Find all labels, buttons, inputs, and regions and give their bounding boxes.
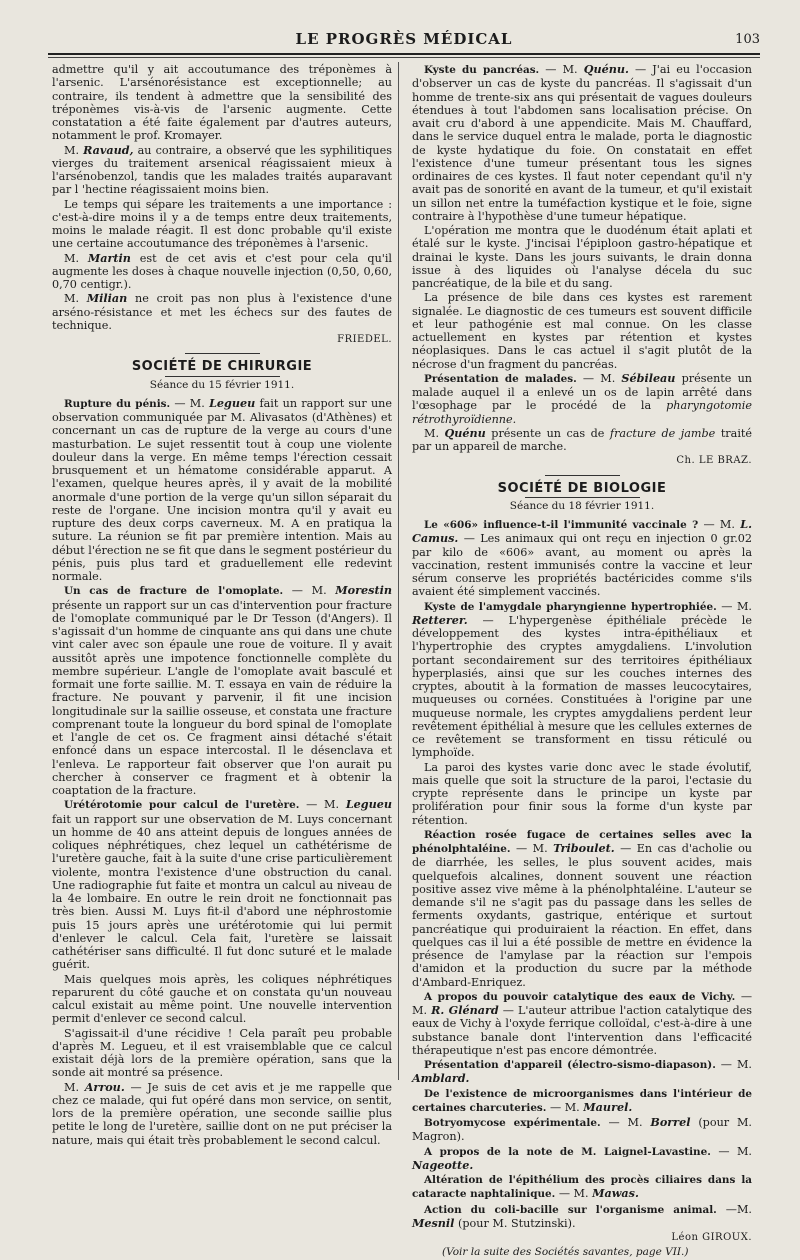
report-title: Urétérotomie pour calcul de l'uretère. — [64, 799, 300, 812]
author-name: Mawas. — [592, 1186, 639, 1201]
report-title: A propos du pouvoir catalytique des eaux de Vichy. — [424, 990, 736, 1003]
report-title: Kyste du pancréas. — [424, 64, 540, 76]
report-item: Présentation d'appareil (électro-sismo-diapason). — M. Amblard. — [412, 1058, 752, 1086]
paragraph: M. Ravaud, au contraire, a observé que les syphilitiques vierges du traitement arsenical réagissaient mieux à l'arsénobenzol, tandis que les malades traités auparavant par l 'hectine réagissaient moins bien. — [52, 142, 392, 197]
report-item: Rupture du pénis. — M. Legueu fait un rapport sur une observation communiquée par M. Alivasatos (d'Athènes) et concernant un cas de rupture de la verge au cours d'une masturbation. Le sujet ressentit tout à coup une violente douleur dans la verge. En même temps l'érection cessait brusquement et un hématome considérable apparut. A l'examen, quelque heures après, il y avait de la mobilité anormale d'une portion de la verge qu'un sillon séparait du reste de l'organe. Une incision montra qu'il y avait eu rupture des deux corps caverneux. M. A en pratiqua la suture. La réunion se fit par première intention. Mais au début l'érection ne se fit que dans le segment postérieur du pénis, puis plus tard et graduellement elle redevint normale. — [52, 395, 392, 583]
heading-underline — [525, 497, 640, 498]
author-name: Mesnil — [412, 1215, 455, 1230]
author-name: L. Camus. — [412, 517, 752, 546]
report-item: De l'existence de microorganismes dans l'intérieur de certaines charcuteries. — M. Maurel. — [412, 1087, 752, 1114]
author-name: Arrou. — [84, 1079, 125, 1094]
heading-underline — [165, 376, 280, 377]
report-item: Botryomycose expérimentale. — M. Borrel (pour M. Magron). — [412, 1115, 752, 1144]
header-rule-thin — [48, 57, 760, 58]
author-name: Retterer. — [412, 612, 468, 627]
author-name: R. Glénard — [431, 1003, 499, 1017]
report-title: De l'existence de microorganismes dans l'intérieur de certaines charcuteries. — [412, 1087, 752, 1114]
author-name: Amblard. — [412, 1071, 470, 1086]
paragraph: Mais quelques mois après, les coliques néphrétiques reparurent du côté gauche et on constata qu'un nouveau calcul existait au même point. Une nouvelle intervention permit d'enlever ce second calcul. — [52, 972, 392, 1026]
continuation-reference: (Voir la suite des Sociétés savantes, page VII.) — [442, 1246, 689, 1259]
author-name: Morestin — [335, 583, 392, 598]
paragraph: admettre qu'il y ait accoutumance des tréponèmes à l'arsenic. L'arsénorésistance est exceptionnelle; au contraire, ils tendent à admettre que la sensibilité des tréponèmes vis-à-vis de l'arsenic augmente. Cette constatation a été faite également par d'autres auteurs, notamment le prof. Kromayer. — [52, 63, 392, 143]
page-header — [48, 30, 760, 52]
paragraph: La paroi des kystes varie donc avec le stade évolutif, mais quelle que soit la structure de la paroi, l'ectasie du crypte représente dans le principe un kyste par prolifération pour finir sous la forme d'un kyste par rétention. — [412, 760, 752, 827]
report-item: Altération de l'épithélium des procès ciliaires dans la cataracte naphtalinique. — M. Mawas. — [412, 1174, 752, 1201]
author-name: Milian — [86, 291, 128, 306]
section-heading: SOCIÉTÉ DE CHIRURGIE — [131, 359, 313, 375]
paragraph: M. Milian ne croit pas non plus à l'existence d'une arséno-résistance et met les échecs sur des fautes de technique. — [52, 291, 392, 332]
author-name: Legueu — [209, 395, 256, 410]
report-item: Présentation de malades. — M. Sébileau présente un malade auquel il a enlevé un os de lapin arrêté dans l'œsophage par le procédé de la pharyngotomie rétrothyroïdienne. — [412, 370, 752, 426]
report-title: Action du coli-bacille sur l'organisme animal. — [424, 1203, 717, 1216]
paragraph: Le temps qui sépare les traitements a une importance : c'est-à-dire moins il y a de temps entre deux traitements, moins le malade réagit. Il est donc probable qu'il existe une certaine accoutumance des tréponèmes à l'arsenic. — [52, 197, 392, 251]
column-divider — [398, 62, 399, 1080]
signature: Ch. LE BRAZ. — [676, 455, 752, 467]
author-name: Quénu. — [583, 62, 629, 76]
report-item: A propos de la note de M. Laignel-Lavastine. — M. Nageotte. — [412, 1144, 752, 1172]
author-name: Legueu — [345, 797, 393, 812]
session-date: Séance du 18 février 1911. — [509, 499, 655, 512]
author-name: Borrel — [650, 1115, 691, 1129]
report-item: Urétérotomie pour calcul de l'uretère. — M. Legueu fait un rapport sur une observation de M. Luys concernant un homme de 40 ans atteint depuis de longues années de coliques néphrétiques, chez lequel un cathétérisme de l'uretère gauche, fait à la suite d'une crise particulièrement violente, montra l'existence d'une obstruction du canal. Une radiographie fut faite et montra un calcul au niveau de la 4e lombaire. En outre le rein droit ne fonctionnait pas très bien. Aussi M. Luys fit-il d'abord une néphrostomie puis 15 jours après une urétérotomie qui lui permit d'enlever le calcul. Cela fait, l'uretère se laissait cathétériser sans difficulté. Il fut donc suturé et le malade guérit. — [52, 797, 393, 972]
section-heading: SOCIÉTÉ DE BIOLOGIE — [497, 480, 667, 496]
signature: FRIEDEL. — [337, 334, 392, 345]
author-name: Sébileau — [621, 370, 676, 385]
report-title: Un cas de fracture de l'omoplate. — [64, 585, 284, 598]
report-item: Réaction rosée fugace de certaines selles avec la phénolphtaléine. — M. Triboulet. — En cas d'acholie ou de diarrhée, les selles, le plus souvent acides, mais quelquefois alcalines, donnent souvent une réaction positive assez vive même à la phénolphtaléine. L'auteur se demande s'il ne s'agit pas du passage dans les selles de ferments oxydants, gastrique, entérique et surtout pancréatique qui produiraient la réaction. En effet, dans quelques cas il lui a été possible de mettre en évidence la présence de l'amylase par la réaction sur l'empois d'amidon et la production du sucre par la méthode d'Ambard-Enriquez. — [412, 828, 753, 989]
report-title: Réaction rosée fugace de certaines selles avec la phénolphtaléine. — [412, 828, 752, 855]
author-name: Nageotte. — [412, 1157, 474, 1172]
separator-rule — [185, 353, 260, 354]
separator-rule — [545, 475, 620, 476]
paragraph: S'agissait-il d'une récidive ! Cela paraît peu probable d'après M. Legueu, et il est vraisemblable que ce calcul existait déjà lors de la première opération, sans que la sonde ait montré sa présence. — [52, 1026, 392, 1080]
report-title: Présentation d'appareil (électro-sismo-diapason). — [424, 1059, 716, 1071]
author-name: Martin — [87, 250, 131, 265]
report-title: Le «606» influence-t-il l'immunité vaccinale ? — [424, 519, 699, 531]
report-title: Altération de l'épithélium des procès ciliaires dans la cataracte naphtalinique. — [412, 1174, 752, 1201]
right-column — [412, 62, 753, 1259]
report-title: Botryomycose expérimentale. — [424, 1117, 601, 1129]
session-date: Séance du 15 février 1911. — [149, 378, 295, 391]
report-title: Présentation de malades. — [424, 372, 577, 385]
header-rule — [48, 53, 760, 55]
author-name: Quénu — [444, 425, 486, 440]
report-item: Le «606» influence-t-il l'immunité vaccinale ? — M. L. Camus. — Les animaux qui ont reçu en injection 0 gr.02 par kilo de «606» avant, au moment ou après la vaccination, restent immunisés contre la vaccine et leur sérum conserve les propriétés bactéricides comme s'ils avaient été simplement vaccinés. — [412, 517, 753, 599]
paragraph: M. Martin est de cet avis et c'est pour cela qu'il augmente les doses à chaque nouvelle injection (0,50, 0,60, 0,70 centigr.). — [52, 250, 393, 291]
report-item: A propos du pouvoir catalytique des eaux de Vichy. — M. R. Glénard — L'auteur attribue l'action catalytique des eaux de Vichy à l'oxyde ferrique colloïdal, c'est-à-dire à une substance banale dont l'intervention dans l'efficacité thérapeutique n'est pas encore démontrée. — [412, 989, 753, 1057]
signature: Léon GIROUX. — [671, 1232, 752, 1243]
paragraph: La présence de bile dans ces kystes est rarement signalée. Le diagnostic de ces tumeurs est souvent difficile et leur pathogénie est mal connue. On les classe actuellement en kystes par rétention et kystes néoplasiques. Dans le cas actuel il s'agit plutôt de la nécrose d'un fragment du pancréas. — [412, 291, 752, 371]
paragraph: M. Arrou. — Je suis de cet avis et je me rappelle que chez ce malade, qui fut opéré dans mon service, on sentit, lors de la première opération, une seconde saillie plus petite le long de l'uretère, saillie dont on ne put préciser la nature, mais qui était très probablement le second calcul. — [52, 1079, 392, 1147]
report-title: Rupture du pénis. — [64, 397, 171, 410]
report-title: A propos de la note de M. Laignel-Lavastine. — [424, 1145, 711, 1158]
paragraph: M. Quénu présente un cas de fracture de jambe traité par un appareil de marche. — [412, 425, 753, 453]
report-item: Kyste de l'amygdale pharyngienne hypertrophiée. — M. Retterer. — L'hypergenèse épithéliale précède le développement des kystes intra-épithéliaux et l'hypertrophie des cryptes amygdaliens. L'involution portant secondairement sur des territoires épithéliaux hyperplasiés, ainsi que sur les couches internes des cryptes, aboutit à la formation de masses leucocytaires, muqueuses ou cornées. Constituées à l'origine par une muqueuse normale, les cryptes amygdaliens perdent leur revêtement épithélial à mesure que les cellules externes de ce revêtement se transforment en tissu réticulé ou lymphoïde. — [412, 599, 753, 760]
author-name: Maurel. — [583, 1099, 633, 1114]
paragraph: L'opération me montra que le duodénum était aplati et étalé sur le kyste. J'incisai l'épiploon gastro-hépatique et drainai le kyste. Dans les jours suivants, le drain donna issue à des liquides où l'analyse décela du suc pancréatique, de la bile et du sang. — [412, 224, 752, 290]
running-title: LE PROGRÈS MÉDICAL — [295, 30, 513, 48]
report-item: Un cas de fracture de l'omoplate. — M. Morestin présente un rapport sur un cas d'intervention pour fracture de l'omoplate communiqué par le Dr Tesson (d'Angers). Il s'agissait d'un homme de cinquante ans qui dans une chute vint caler avec son épaule une roue de voiture. Il y avait aussitôt après une impotence fonctionnelle complète du membre supérieur. L'angle de l'omoplate avait basculé et formait une forte saillie. M. T. essaya en vain de réduire la fracture. Ne pouvant y parvenir, il fit une incision longitudinale sur la saillie osseuse, et constata une fracture comprenant toute la longueur du bord spinal de l'omoplate et l'angle de cet os. Ce fragment ainsi détaché s'était enfoncé dans un espace intercostal. Il le désenclava et l'enleva. Le rapporteur fait observer que l'on aurait pu chercher à conserver ce fragment et à obtenir la coaptation de la fracture. — [52, 583, 392, 797]
report-item: Kyste du pancréas. — M. Quénu. — J'ai eu l'occasion d'observer un cas de kyste du pancréas. Il s'agissait d'un homme de trente-six ans qui présentait de vagues douleurs étendues à tout l'abdomen sans localisation précise. On avait cru d'abord à une appendicite. Mais M. Chauffard, dans le service duquel entra le malade, porta le diagnostic de kyste hydatique du foie. On constatait en effet l'existence d'une tumeur présentant tous les signes ordinaires de ces kystes. Il faut noter cependant qu'il n'y avait pas de sonorité en avant de la tumeur, et qu'il existait un sillon net entre la tuméfaction kystique et le foie, signe contraire à l'hypothèse d'une tumeur hépatique. — [412, 62, 752, 223]
report-title: Kyste de l'amygdale pharyngienne hypertrophiée. — [424, 600, 717, 613]
page-number: 103 — [735, 32, 760, 47]
author-name: Triboulet. — [553, 841, 615, 855]
left-column — [52, 63, 393, 1147]
report-item: Action du coli-bacille sur l'organisme animal. —M. Mesnil (pour M. Stutzinski). — [412, 1202, 752, 1230]
author-name: Ravaud, — [83, 142, 134, 157]
